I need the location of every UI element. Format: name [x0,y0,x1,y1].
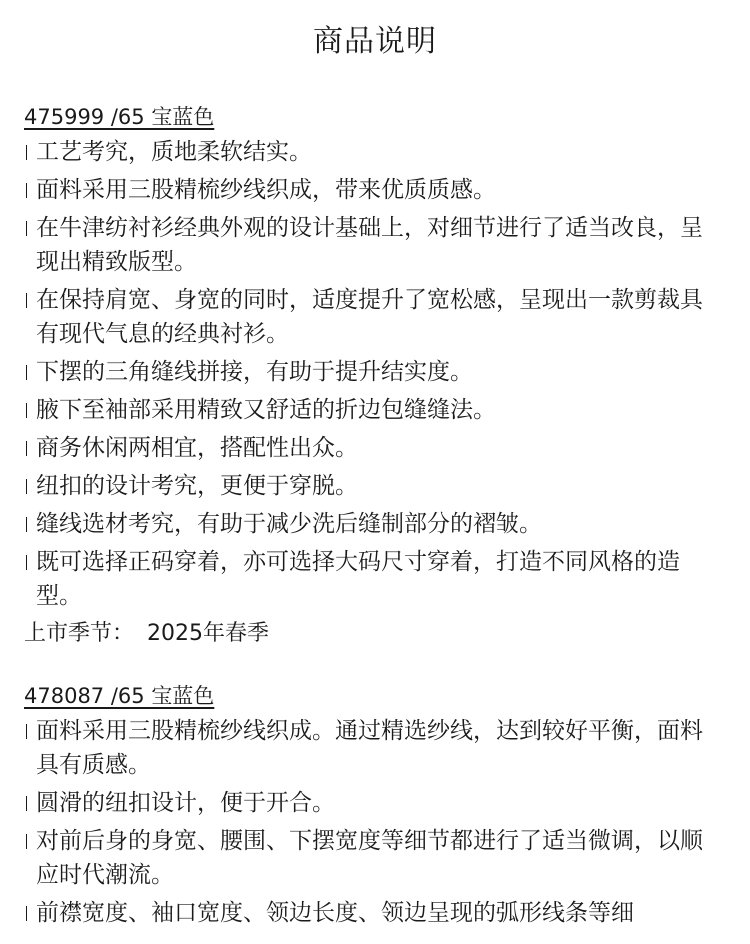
feature-item: 面料采用三股精梳纱线织成。通过精选纱线，达到较好平衡，面料具有质感。 [24,714,724,782]
season-label: 上市季节： [24,621,135,646]
release-season [24,617,724,651]
feature-item: 在保持肩宽、身宽的同时，适度提升了宽松感，呈现出一款剪裁具有现代气息的经典衬衫。 [24,283,724,351]
feature-item: 商务休闲两相宜，搭配性出众。 [24,431,724,465]
feature-list [24,714,724,930]
product-section-475999 [0,102,750,651]
product-section-478087 [0,681,750,930]
product-code-header: 478087 /65 宝蓝色 [24,684,215,708]
feature-item: 腋下至袖部采用精致又舒适的折边包缝缝法。 [24,393,724,427]
season-value: 2025年春季 [147,621,270,646]
feature-item: 前襟宽度、袖口宽度、领边长度、领边呈现的弧形线条等细 [24,896,724,930]
feature-item: 工艺考究，质地柔软结实。 [24,135,724,169]
feature-list [24,135,724,613]
product-code-header: 475999 /65 宝蓝色 [24,105,215,129]
feature-item: 圆滑的纽扣设计，便于开合。 [24,786,724,820]
feature-item: 面料采用三股精梳纱线织成，带来优质质感。 [24,173,724,207]
feature-item: 纽扣的设计考究，更便于穿脱。 [24,469,724,503]
feature-item: 对前后身的身宽、腰围、下摆宽度等细节都进行了适当微调，以顺应时代潮流。 [24,824,724,892]
feature-item: 既可选择正码穿着，亦可选择大码尺寸穿着，打造不同风格的造型。 [24,545,724,613]
feature-item: 缝线选材考究，有助于减少洗后缝制部分的褶皱。 [24,507,724,541]
page-title: 商品说明 [313,24,437,59]
feature-item: 下摆的三角缝线拼接，有助于提升结实度。 [24,355,724,389]
feature-item: 在牛津纺衬衫经典外观的设计基础上，对细节进行了适当改良，呈现出精致版型。 [24,211,724,279]
